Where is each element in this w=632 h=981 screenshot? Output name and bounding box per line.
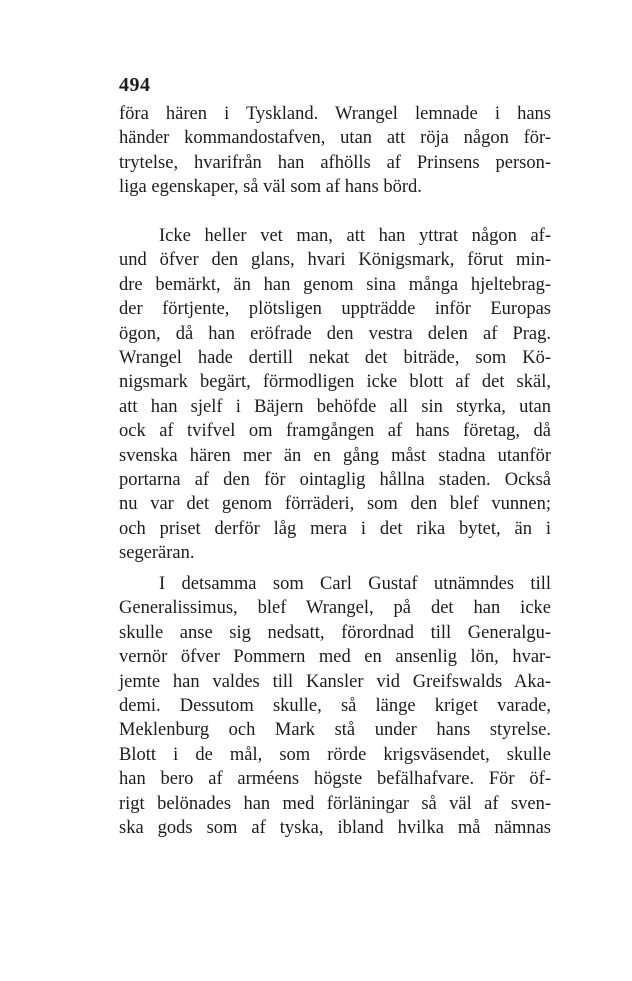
text-line: skulle anse sig nedsatt, förordnad till Generalgu- [119, 622, 551, 643]
text-line: vernör öfver Pommern med en ansenlig lön, hvar- [119, 647, 551, 668]
text-line: und öfver den glans, hvari Königsmark, förut min- [119, 250, 551, 271]
paragraph [119, 224, 551, 565]
page-number: 494 [119, 74, 151, 96]
paragraph [119, 572, 551, 840]
text-line: Icke heller vet man, att han yttrat någon af- [159, 226, 551, 246]
text-line: trytelse, hvarifrån han afhölls af Prinsens person- [119, 152, 551, 173]
text-line: ock af tvifvel om framgången af hans företag, då [119, 421, 551, 442]
text-line: rigt belönades han med förläningar så väl af sven- [119, 793, 551, 814]
text-line: demi. Dessutom skulle, så länge kriget varade, [119, 695, 551, 716]
text-line: portarna af den för ointaglig hållna staden. Också [119, 469, 551, 490]
text-line: ska gods som af tyska, ibland hvilka må nämnas [119, 817, 551, 838]
paragraph [119, 102, 551, 200]
text-line: Meklenburg och Mark stå under hans styrelse. [119, 720, 551, 741]
text-line: han bero af arméens högste befälhafvare. För öf- [119, 769, 551, 790]
text-line: Wrangel hade dertill nekat det biträde, som Kö- [119, 347, 551, 368]
text-line: I detsamma som Carl Gustaf utnämndes till [159, 574, 551, 594]
text-line: liga egenskaper, så väl som af hans börd. [119, 177, 422, 198]
text-line: Generalissimus, blef Wrangel, på det han icke [119, 598, 551, 619]
text-line: ögon, då han eröfrade den vestra delen af Prag. [119, 323, 551, 344]
text-line: svenska hären mer än en gång måst stadna utanför [119, 445, 551, 466]
text-line: dre bemärkt, än han genom sina många hjeltebrag- [119, 274, 551, 295]
text-line: nu var det genom förräderi, som den blef vunnen; [119, 494, 551, 515]
text-line: nigsmark begärt, förmodligen icke blott af det skäl, [119, 372, 551, 393]
text-line: föra hären i Tyskland. Wrangel lemnade i hans [119, 104, 551, 124]
text-line: Blott i de mål, som rörde krigsväsendet, skulle [119, 744, 551, 765]
text-line: jemte han valdes till Kansler vid Greifswalds Aka- [119, 671, 551, 692]
text-line: der förtjente, plötsligen uppträdde inför Europas [119, 299, 551, 320]
text-line: och priset derför låg mera i det rika bytet, än i [119, 518, 551, 539]
text-line: händer kommandostafven, utan att röja någon för- [119, 128, 551, 149]
text-line: segeräran. [119, 543, 195, 564]
text-line: att han sjelf i Bäjern behöfde all sin styrka, utan [119, 396, 551, 417]
